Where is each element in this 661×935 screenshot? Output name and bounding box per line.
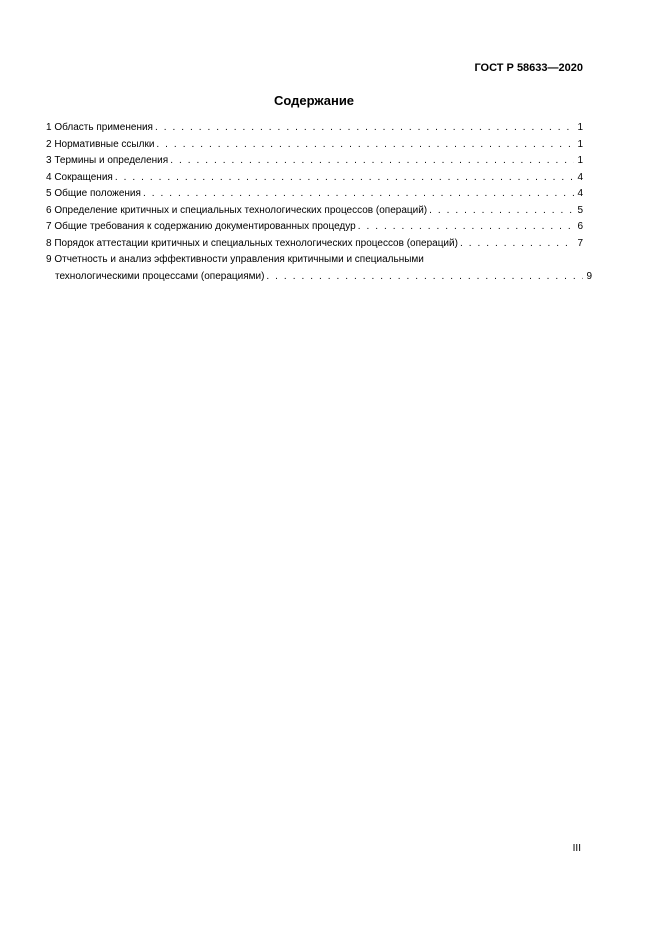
toc-leader-dots xyxy=(266,269,583,286)
toc-item-page: 1 xyxy=(577,122,583,133)
toc-item-label-line2: технологическими процессами (операциями) xyxy=(55,270,265,282)
toc-leader-dots xyxy=(170,153,574,170)
page-number: III xyxy=(572,843,581,854)
toc-item[interactable] xyxy=(46,219,583,236)
toc-item[interactable] xyxy=(46,170,583,187)
toc-leader-dots xyxy=(155,120,574,137)
toc-item[interactable] xyxy=(46,252,592,285)
toc-item-page: 6 xyxy=(577,221,583,232)
toc-leader-dots xyxy=(358,219,575,236)
toc-item-page: 7 xyxy=(577,237,583,249)
toc-item-label: 2 Нормативные ссылки xyxy=(46,138,155,150)
toc-item[interactable] xyxy=(46,236,583,253)
toc-leader-dots xyxy=(156,137,574,154)
toc-item-page: 5 xyxy=(577,204,583,216)
toc-item-page: 4 xyxy=(577,171,583,183)
table-of-contents xyxy=(46,120,592,285)
toc-item-label: 5 Общие положения xyxy=(46,188,141,199)
toc-item-label: 3 Термины и определения xyxy=(46,155,169,166)
toc-item-page: 1 xyxy=(577,155,583,166)
toc-item[interactable] xyxy=(46,137,583,154)
toc-item-label: 6 Определение критичных и специальных технологических процессов (операций) xyxy=(46,204,428,216)
toc-item-label-line1: 9 Отчетность и анализ эффективности управления критичными и специальными xyxy=(46,254,424,265)
toc-title: Содержание xyxy=(273,93,355,108)
toc-leader-dots xyxy=(429,203,574,220)
toc-leader-dots xyxy=(143,186,575,203)
toc-item[interactable] xyxy=(46,120,583,137)
toc-item-label: 7 Общие требования к содержанию документированных процедур xyxy=(46,221,356,232)
toc-item-page: 1 xyxy=(577,138,583,150)
toc-item[interactable] xyxy=(46,203,583,220)
toc-item-page: 4 xyxy=(577,188,583,199)
toc-leader-dots xyxy=(115,170,575,187)
toc-leader-dots xyxy=(460,236,575,253)
toc-item-label: 1 Область применения xyxy=(46,122,153,133)
toc-item-page: 9 xyxy=(586,270,592,282)
toc-item[interactable] xyxy=(46,153,583,170)
toc-item-label: 4 Сокращения xyxy=(46,171,113,183)
toc-item[interactable] xyxy=(46,186,583,203)
toc-item-label: 8 Порядок аттестации критичных и специальных технологических процессов (операций) xyxy=(46,237,458,249)
document-code: ГОСТ Р 58633—2020 xyxy=(474,62,583,74)
